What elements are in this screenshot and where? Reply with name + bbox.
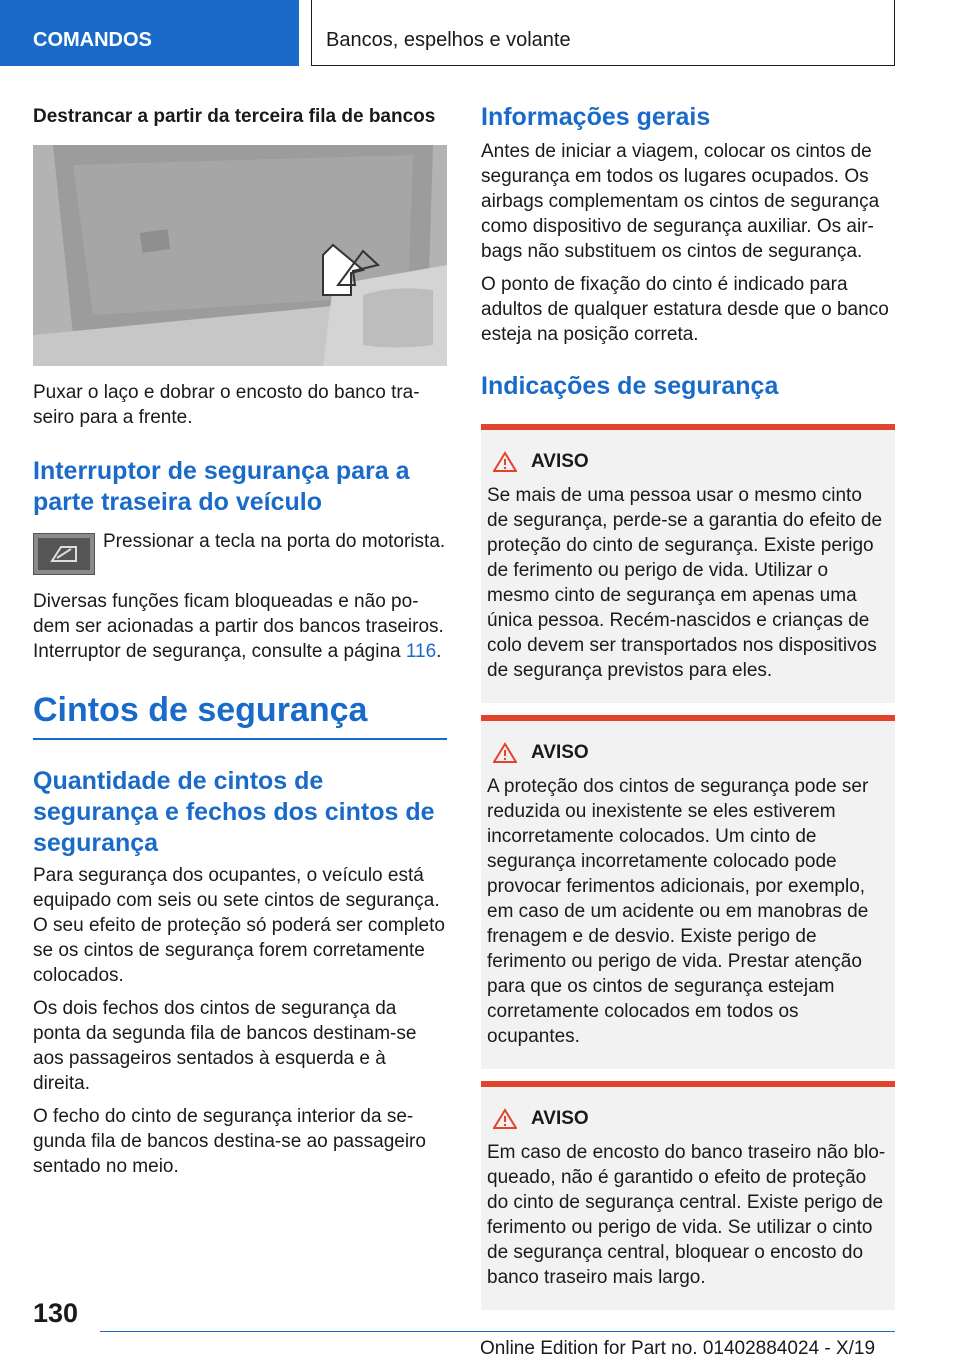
warning-label: AVISO — [531, 451, 589, 472]
switch-heading: Interruptor de segurança para a parte traseira do veículo — [33, 457, 410, 516]
warning-box — [481, 1081, 895, 1310]
switch-row — [33, 529, 447, 575]
unlock-heading: Destrancar a partir da terceira fila de bancos — [33, 106, 436, 127]
warning-title — [493, 1106, 887, 1131]
warning-text: A proteção dos cintos de segurança pode ser reduzida ou inexistente se eles estiverem incorretamente colocados. Um cinto de segurança incorretamente colocado pode provocar ferimentos adicionais, por exemplo, em caso de um acidente ou em manobras de frenagem e de desvio. Existe perigo de ferimento ou perigo de vida. Prestar atenção para que os cintos de segurança estejam corretamente colocados em todos os ocupantes. — [487, 776, 869, 1047]
warning-text: Em caso de encosto do banco traseiro não bloqueado, não é garantido o efeito de proteção do cinto de segurança central. Existe perigo de ferimento ou perigo de vida. Se utilizar o cinto de segurança central, bloquear o encosto do banco traseiro mais largo. — [487, 1142, 886, 1288]
switch-body-text: Diversas funções ficam bloqueadas e não podem ser acionadas a partir dos bancos traseiros. Interruptor de segurança, consulte a página — [33, 591, 444, 662]
quantity-para-2: Os dois fechos dos cintos de segurança da ponta da segunda fila de bancos destinam-se aos passageiros sentados à esquerda e à direita. — [33, 998, 417, 1094]
warning-text: Se mais de uma pessoa usar o mesmo cinto de segurança, perde-se a garantia do efeito de proteção do cinto de segurança. Existe perigo de ferimento ou perigo de vida. Utilizar o mesmo cinto de segurança em apenas uma única pessoa. Recém-nascidos e crianças de colo devem ser transportados nos dispositivos de segurança previstos para eles. — [487, 485, 883, 681]
right-column — [481, 100, 895, 1310]
page-link-116[interactable]: 116 — [405, 641, 437, 662]
general-para-2: O ponto de fixação do cinto é indicado para adultos de qualquer estatura desde que o banco esteja na posição correta. — [481, 274, 889, 345]
warning-box — [481, 424, 895, 703]
seat-photo — [33, 145, 447, 366]
header-chapter: Bancos, espelhos e volante — [312, 0, 895, 66]
warning-triangle-icon — [493, 451, 517, 473]
quantity-para-3: O fecho do cinto de segurança interior da segunda fila de bancos destina-se ao passageiro sentado no meio. — [33, 1106, 426, 1177]
child-lock-switch-icon — [33, 533, 95, 575]
switch-body — [33, 589, 447, 664]
general-heading: Informações gerais — [481, 103, 711, 131]
footer-rule — [100, 1331, 895, 1332]
safety-heading: Indicações de segurança — [481, 372, 779, 400]
general-para-1: Antes de iniciar a viagem, colocar os cintos de segurança em todos os lugares ocupados. Os airbags complementam os cintos de segurança como dispositivo de segurança auxiliar. Os airbags não substituem os cintos de segurança. — [481, 141, 880, 262]
switch-body-end: . — [436, 641, 442, 662]
warning-label: AVISO — [531, 1108, 589, 1129]
header-section: COMANDOS — [0, 0, 299, 66]
warning-triangle-icon — [493, 1108, 517, 1130]
unlock-text: Puxar o laço e dobrar o encosto do banco traseiro para a frente. — [33, 382, 420, 428]
warning-box — [481, 715, 895, 1069]
quantity-para-1: Para segurança dos ocupantes, o veículo está equipado com seis ou sete cintos de segurança. O seu efeito de proteção só poderá ser completo se os cintos de segurança forem corretamente colocados. — [33, 865, 445, 986]
quantity-heading: Quantidade de cintos de segurança e fechos dos cintos de segurança — [33, 767, 435, 857]
belts-title: Cintos de segurança — [33, 691, 368, 729]
title-rule — [33, 738, 447, 740]
warning-triangle-icon — [493, 742, 517, 764]
footer-edition: Online Edition for Part no. 01402884024 - X/19 — [480, 1338, 876, 1359]
switch-text: Pressionar a tecla na porta do motorista. — [103, 531, 446, 552]
left-column — [33, 100, 447, 1179]
warning-label: AVISO — [531, 742, 589, 763]
warning-title — [493, 740, 887, 765]
warning-title — [493, 449, 887, 474]
page-number: 130 — [33, 1298, 79, 1328]
seat-illustration — [33, 145, 447, 366]
window-lock-icon — [49, 544, 79, 564]
